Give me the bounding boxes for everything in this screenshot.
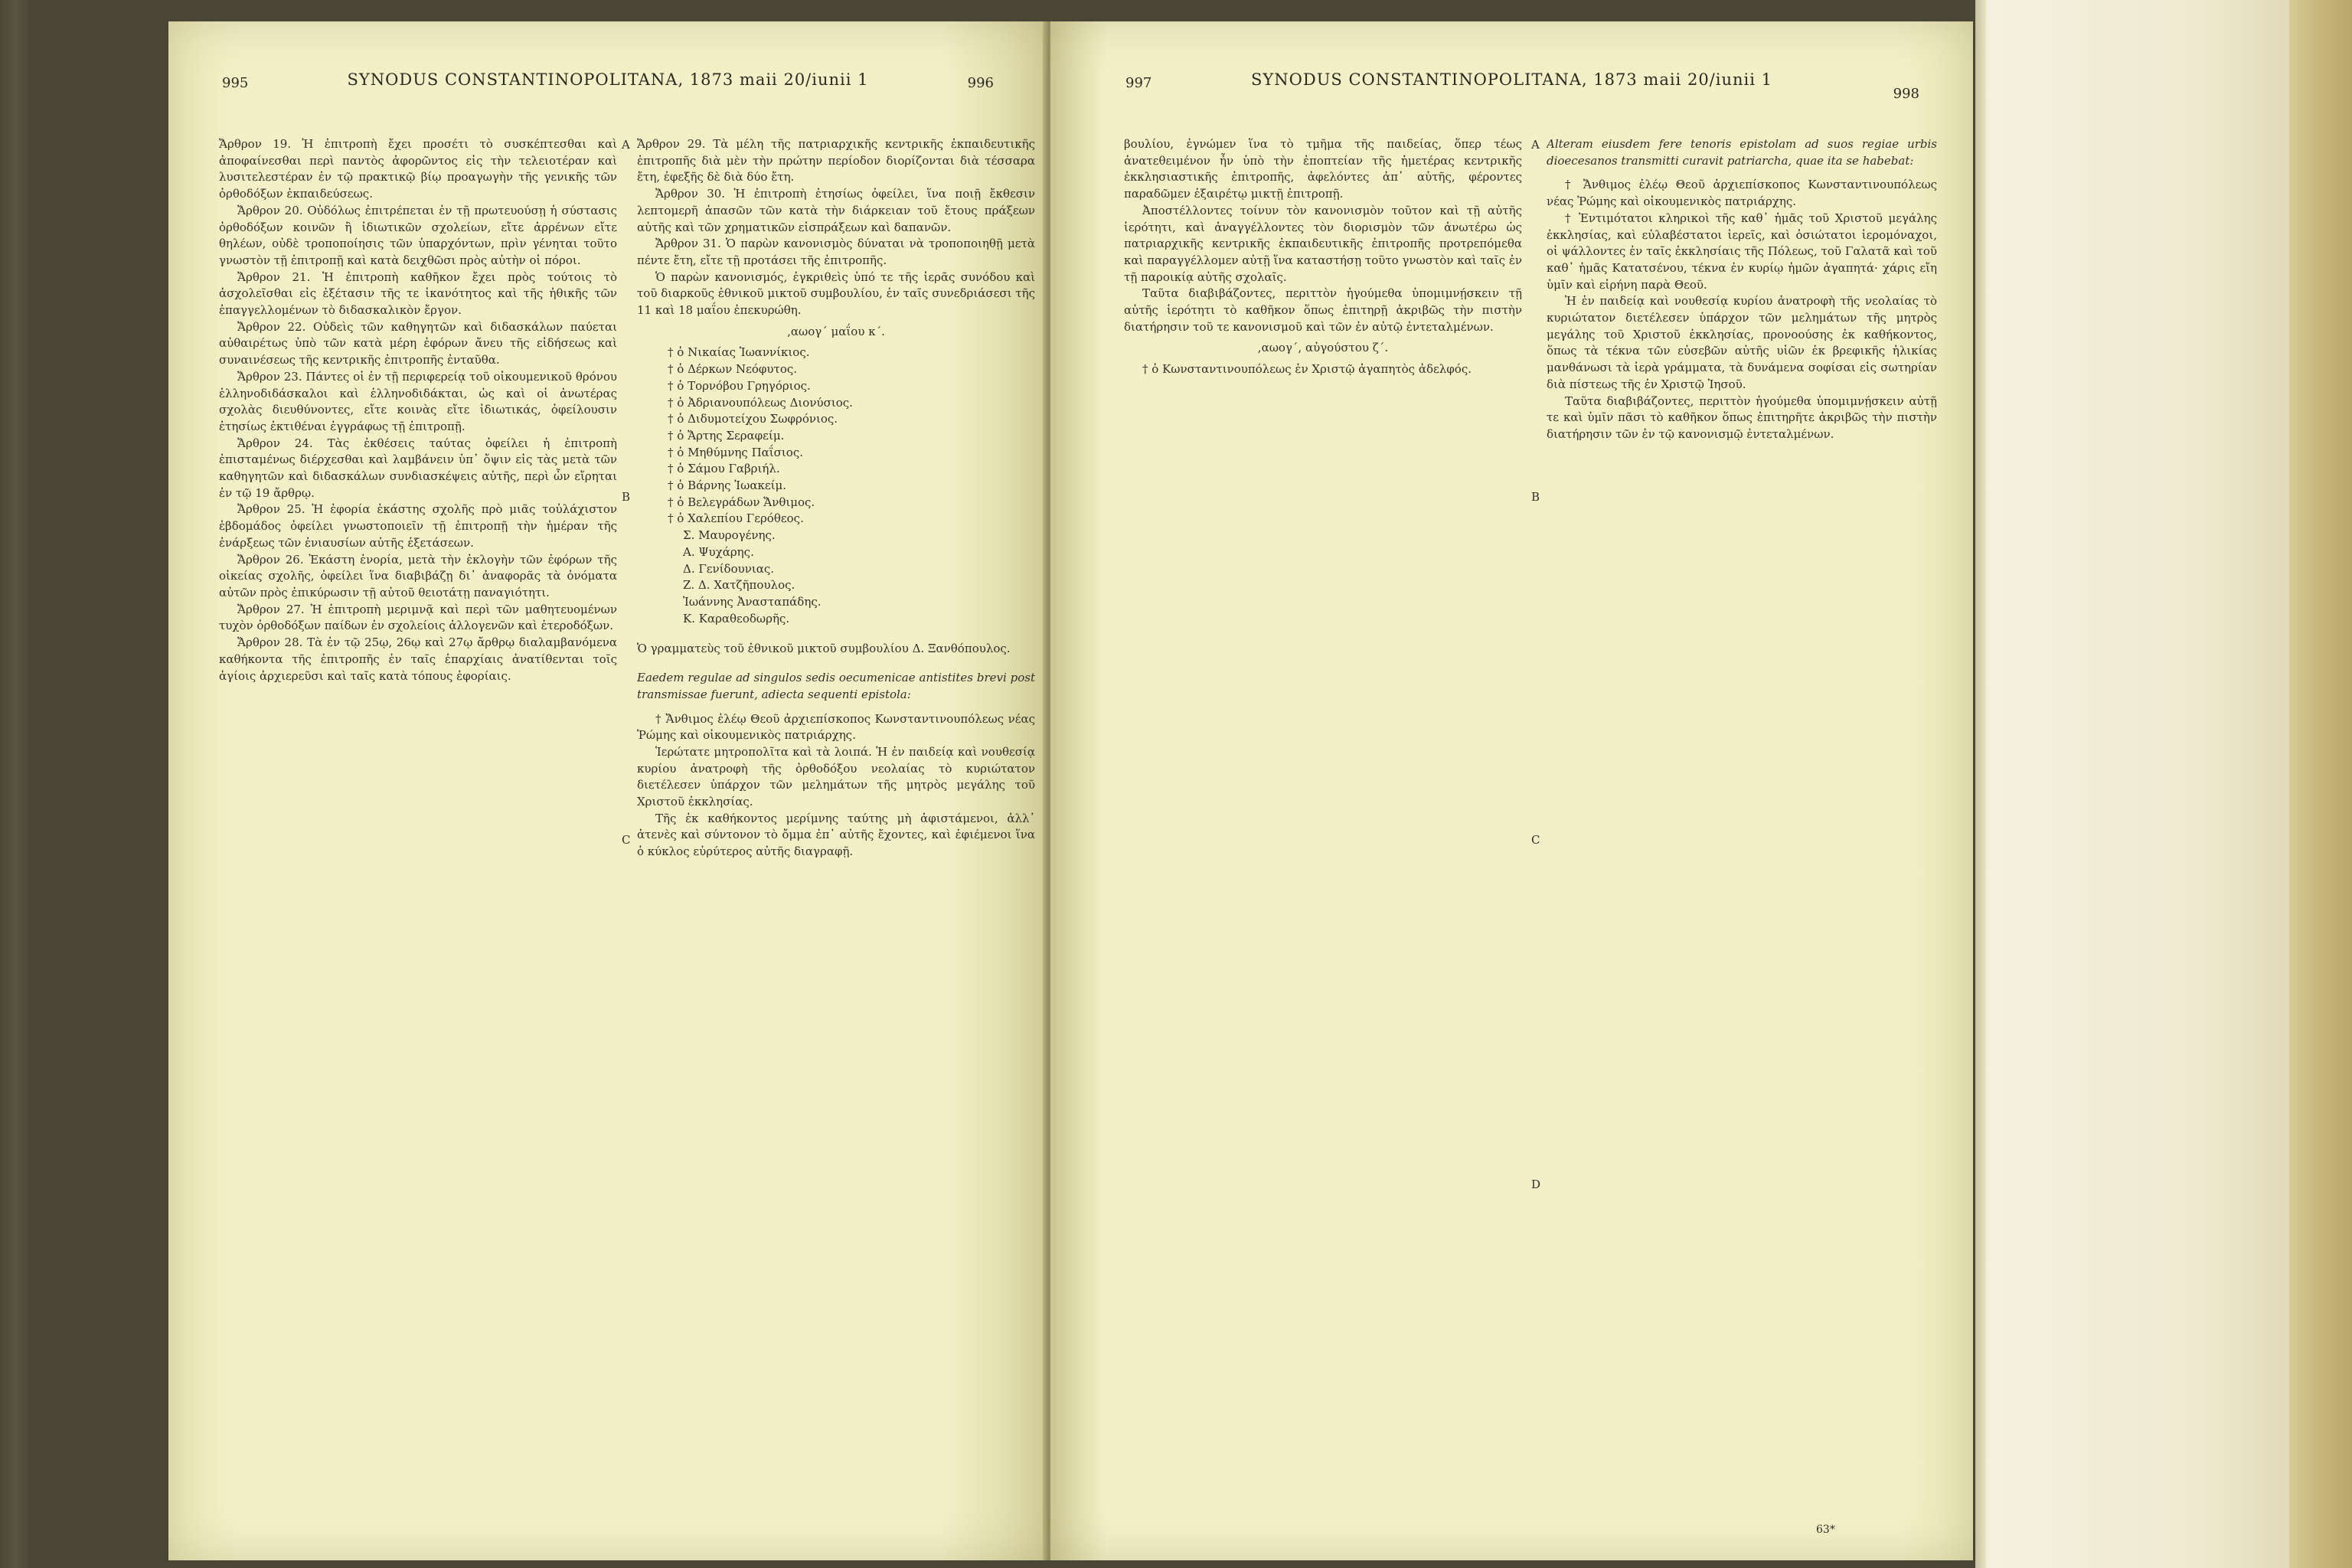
- margin-letter-b: B: [622, 490, 631, 504]
- article-21: Ἄρθρον 21. Ἡ ἐπιτροπὴ καθῆκον ἔχει πρὸς τούτοις τὸ ἀσχολεῖσθαι εἰς ἐξέτασιν τῆς τε ἱκανότητος καὶ τῆς ἠθικῆς τῶν ἐπαγγελλομένων τὸ διδασκαλικὸν ἔργον.: [219, 270, 617, 318]
- epistle-heading: † Ἄνθιμος ἐλέῳ Θεοῦ ἀρχιεπίσκοπος Κωνσταντινουπόλεως νέας Ῥώμης καὶ οἰκουμενικὸς πατριάρχης.: [1547, 178, 1937, 209]
- left-page: [168, 21, 1047, 1560]
- article-26: Ἄρθρον 26. Ἑκάστη ἐνορία, μετὰ τὴν ἐκλογὴν τῶν ἐφόρων τῆς οἰκείας σχολῆς, ὀφείλει ἵνα διαβιβάζῃ δι᾽ ἀναφορᾶς τὰ ὀνόματα αὐτῶν πρὸς ἐπικύρωσιν τῇ αὐτοῦ θειοτάτῃ παναγιότητι.: [219, 552, 617, 599]
- right-column-1: [1124, 136, 1522, 1537]
- article-23: Ἄρθρον 23. Πάντες οἱ ἐν τῇ περιφερείᾳ τοῦ οἰκουμενικοῦ θρόνου ἑλληνοδιδάσκαλοι καὶ ἑλληνοδιδάκται, ὡς καὶ οἱ ἀνωτέρας σχολὰς διευθύνοντες, εἴτε κοινὰς εἴτε ἰδιωτικάς, ὀφείλουσιν ἐτησίως ἐκτιθέναι ἐγγράφως τῇ ἐπιτροπῇ.: [219, 369, 617, 433]
- margin-letter-c: C: [1531, 833, 1540, 847]
- page-number-998: 998: [1893, 86, 1919, 102]
- lay-signature: Σ. Μαυρογένης.: [683, 528, 776, 543]
- article-29: Ἄρθρον 29. Τὰ μέλη τῆς πατριαρχικῆς κεντρικῆς ἐκπαιδευτικῆς ἐπιτροπῆς διὰ μὲν τὴν πρώτην περίοδον διορίζονται διὰ τέσσαρα ἔτη, ἐφεξῆς δὲ διὰ δύο ἔτη.: [637, 137, 1035, 185]
- page-number-997: 997: [1125, 75, 1152, 91]
- right-page-header: [1050, 70, 1973, 101]
- epistle-body: Ἡ ἐν παιδείᾳ καὶ νουθεσίᾳ κυρίου ἀνατροφὴ τῆς νεολαίας τὸ κυριώτατον διετέλεσεν ὑπάρχον τῶν μελημάτων τῆς μητρὸς μεγάλης τοῦ Χριστοῦ ἐκκλησίας, προνοούσης ἐκ καθήκοντος, ὅπως τὰ τέκνα τῶν εὐσεβῶν αὐτῆς υἱῶν ἐκ βρεφικῆς ἡλικίας μανθάνωσι τὰ ἱερὰ γράμματα, τὰ δυνάμενα σοφίσαι εἰς σωτηρίαν διὰ πίστεως τῆς ἐν Χριστῷ Ἰησοῦ.: [1547, 294, 1937, 391]
- signature: † ὁ Σάμου Γαβριήλ.: [668, 462, 780, 476]
- left-column-1: [219, 136, 617, 1537]
- signature: † ὁ Διδυμοτείχου Σωφρόνιος.: [668, 412, 838, 426]
- article-19: Ἄρθρον 19. Ἡ ἐπιτροπὴ ἔχει προσέτι τὸ συσκέπτεσθαι καὶ ἀποφαίνεσθαι περὶ παντὸς ἀφορῶντος εἰς τὴν τελειοτέραν καὶ λυσιτελεστέραν ἐν τῷ πρακτικῷ βίῳ προαγωγὴν τῆς γενικῆς τῶν ὀρθοδόξων ἐκπαιδεύσεως.: [219, 137, 617, 201]
- page-number-996: 996: [967, 75, 994, 91]
- signatures-list: [637, 345, 1035, 627]
- article-24: Ἄρθρον 24. Τὰς ἐκθέσεις ταύτας ὀφείλει ἡ ἐπιτροπὴ ἐπισταμένως διέρχεσθαι καὶ λαμβάνειν ὑπ᾽ ὄψιν εἰς τὰς μετὰ τῶν καθηγητῶν καὶ διδασκάλων συνδιασκέψεις αὐτῆς, περὶ ὧν εἴρηται ἐν τῷ 19 ἄρθρῳ.: [219, 436, 617, 500]
- epistle-body: Ταῦτα διαβιβάζοντες, περιττὸν ἡγούμεθα ὑπομιμνῄσκειν αὐτῇ τε καὶ ὑμῖν πᾶσι τὸ καθῆκον ὅπως ἐπιτηρῆτε ἀκριβῶς τὴν πιστὴν διατήρησιν τῶν ἐν τῷ κανονισμῷ ἐντεταλμένων.: [1547, 394, 1937, 441]
- secretary-signature: Ὁ γραμματεὺς τοῦ ἐθνικοῦ μικτοῦ συμβουλίου Δ. Ξανθόπουλος.: [637, 642, 1011, 656]
- margin-letter-a: A: [1531, 138, 1540, 152]
- right-column-2: [1547, 136, 1937, 1537]
- signature: † ὁ Ἄρτης Σεραφείμ.: [668, 428, 785, 443]
- epistle-continued: βουλίου, ἐγνώμεν ἵνα τὸ τμῆμα τῆς παιδείας, ὅπερ τέως ἀνατεθειμένον ἦν ὑπὸ τὴν ἐποπτείαν τῆς ἡμετέρας κεντρικῆς ἐκκλησιαστικῆς ἐπιτροπῆς, ἀφελόντες ἀπ᾽ αὐτῆς, φέροντες παραδῶμεν ἐξαιρέτῳ μικτῇ ἐπιτροπῇ.: [1124, 137, 1522, 201]
- signature: † ὁ Νικαίας Ἰωαννίκιος.: [668, 345, 810, 360]
- signature: † ὁ Χαλεπίου Γερόθεος.: [668, 511, 804, 526]
- book-cover-edge: [2289, 0, 2352, 1568]
- left-column-2: [637, 136, 1035, 1537]
- signature: † ὁ Δέρκων Νεόφυτος.: [668, 362, 798, 377]
- running-title: SYNODUS CONSTANTINOPOLITANA, 1873 maii 20/iunii 1: [347, 70, 869, 89]
- lay-signature: Ἰωάννης Ἀνασταπάδης.: [683, 594, 822, 609]
- epistle-body: Ἱερώτατε μητροπολῖτα καὶ τὰ λοιπά. Ἡ ἐν παιδείᾳ καὶ νουθεσίᾳ κυρίου ἀνατροφὴ τῆς ὀρθοδόξου νεολαίας τὸ κυριώτατον διετέλεσεν ὑπάρχον τῶν μελημάτων τῆς μητρὸς μεγάλης τοῦ Χριστοῦ ἐκκλησίας.: [637, 744, 1035, 809]
- signature-mark: 63*: [1816, 1524, 1835, 1536]
- epistle-body: Ταῦτα διαβιβάζοντες, περιττὸν ἡγούμεθα ὑπομιμνῄσκειν τῇ αὐτῆς ἱερότητι τὸ καθῆκον ὅπως ἐπιτηρῇ ἀκριβῶς τὴν πιστὴν διατήρησιν τοῦ τε κανονισμοῦ καὶ τῶν ἐν αὐτῷ ἐντεταλμένων.: [1124, 286, 1522, 334]
- date-line: ,αωογ΄ μαΐου κ΄.: [787, 324, 885, 338]
- epistle-body: Τῆς ἐκ καθήκοντος μερίμνης ταύτης μὴ ἀφιστάμενοι, ἀλλ᾽ ἀτενὲς καὶ σύντονον τὸ ὄμμα ἐπ᾽ αὐτῆς ἔχοντες, καὶ ἐφιέμενοι ἵνα ὁ κύκλος εὐρύτερος αὐτῆς διαγραφῇ.: [637, 811, 1035, 859]
- epistle-heading: † Ἄνθιμος ἐλέῳ Θεοῦ ἀρχιεπίσκοπος Κωνσταντινουπόλεως νέας Ῥώμης καὶ οἰκουμενικὸς πατριάρχης.: [637, 711, 1035, 743]
- endpaper-edge: [1975, 0, 1986, 1568]
- lay-signature: Ζ. Δ. Χατζῆπουλος.: [683, 578, 795, 593]
- epistle-body: † Ἐντιμότατοι κληρικοὶ τῆς καθ᾽ ἡμᾶς τοῦ Χριστοῦ μεγάλης ἐκκλησίας, καὶ εὐλαβέστατοι ἱερεῖς, καὶ ὁσιώτατοι ἱερομόναχοι, οἱ ψάλλοντες ἐν ταῖς ἐκκλησίαις τῆς Πόλεως, τοῦ Γαλατᾶ καὶ τοῦ καθ᾽ ἡμᾶς Κατατσένου, τέκνα ἐν κυρίῳ ἡμῶν ἀγαπητά· χάρις εἴη ὑμῖν καὶ εἰρήνη παρὰ Θεοῦ.: [1547, 211, 1937, 292]
- article-25: Ἄρθρον 25. Ἡ ἐφορία ἑκάστης σχολῆς πρὸ μιᾶς τοὐλάχιστον ἑβδομάδος ὀφείλει γνωστοποιεῖν τῇ ἐπιτροπῇ τὴν ἡμέραν τῆς ἐνάρξεως τῶν ἐνιαυσίων αὐτῆς ἐξετάσεων.: [219, 502, 617, 550]
- epistle-body: Ἀποστέλλοντες τοίνυν τὸν κανονισμὸν τοῦτον καὶ τῇ αὐτῆς ἱερότητι, καὶ ἀναγγέλλοντες τὸν διορισμὸν τῶν ἀνωτέρω ὡς πατριαρχικῆς κεντρικῆς ἐκπαιδευτικῆς ἐπιτροπῆς προτρεπόμεθα καὶ παραγγέλλομεν αὐτῇ ἵνα καταστήσῃ τοῦτο γνωστὸν καὶ ταῖς ἐν τῇ παροικίᾳ αὐτῆς σχολαῖς.: [1124, 203, 1522, 284]
- signature: † ὁ Ἀδριανουπόλεως Διονύσιος.: [668, 395, 853, 410]
- right-page: [1050, 21, 1973, 1560]
- article-27: Ἄρθρον 27. Ἡ ἐπιτροπὴ μεριμνᾷ καὶ περὶ τῶν μαθητευομένων τυχὸν ὀρθοδόξων παίδων ἐν σχολείοις ἀλλογενῶν καὶ ἑτεροδόξων.: [219, 602, 617, 633]
- lay-signature: Κ. Καραθεοδωρῆς.: [683, 611, 790, 626]
- date-line: ,αωογ΄, αὐγούστου ζ΄.: [1257, 341, 1389, 355]
- margin-letter-d: D: [1531, 1178, 1541, 1191]
- signature: † ὁ Βελεγράδων Ἄνθιμος.: [668, 495, 815, 509]
- page-number-995: 995: [222, 75, 249, 91]
- article-20: Ἄρθρον 20. Οὐδόλως ἐπιτρέπεται ἐν τῇ πρωτευούσῃ ἡ σύστασις ὀρθοδόξων κοινῶν ἢ ἰδιωτικῶν σχολείων, εἴτε ἀρρένων εἴτε θηλέων, οὐδὲ τροποποίησις τῶν ὑπαρχόντων, πρὶν γένηται τοῦτο γνωστὸν τῇ ἐπιτροπῇ καὶ κατὰ δειχθῶσι πρὸς αὐτὴν οἱ πόροι.: [219, 203, 617, 267]
- latin-note: Alteram eiusdem fere tenoris epistolam ad suos regiae urbis dioecesanos transmitti curavit patriarcha, quae ita se habebat:: [1547, 137, 1937, 168]
- margin-letter-b: B: [1531, 490, 1540, 504]
- latin-note: Eaedem regulae ad singulos sedis oecumenicae antistites brevi post transmissae fuerunt, adiecta sequenti epistola:: [637, 671, 1035, 701]
- running-title: SYNODUS CONSTANTINOPOLITANA, 1873 maii 20/iunii 1: [1251, 70, 1772, 89]
- article-30: Ἄρθρον 30. Ἡ ἐπιτροπὴ ἐτησίως ὀφείλει, ἵνα ποιῇ ἔκθεσιν λεπτομερῆ ἁπασῶν τῶν κατὰ τὴν διάρκειαν τοῦ ἔτους πράξεων αὐτῆς καὶ τῶν χρηματικῶν εἰσπράξεων καὶ δαπανῶν.: [637, 187, 1035, 234]
- article-28: Ἄρθρον 28. Τὰ ἐν τῷ 25ῳ, 26ῳ καὶ 27ῳ ἄρθρῳ διαλαμβανόμενα καθήκοντα τῆς ἐπιτροπῆς ἐν ταῖς ἐπαρχίαις ἀνατίθενται τοῖς ἁγίοις ἀρχιερεῦσι καὶ ταῖς κατὰ τόπους ἐφορίαις.: [219, 635, 617, 683]
- lay-signature: Δ. Γενίδουνιας.: [683, 561, 775, 576]
- margin-letter-a: A: [622, 138, 630, 152]
- signature: † ὁ Τορνόβου Γρηγόριος.: [668, 378, 811, 393]
- left-page-header: [168, 70, 1047, 101]
- lay-signature: Α. Ψυχάρης.: [683, 544, 754, 559]
- signature: † ὁ Βάρνης Ἰωακείμ.: [668, 479, 787, 493]
- article-31: Ἄρθρον 31. Ὁ παρὼν κανονισμὸς δύναται νὰ τροποποιηθῇ μετὰ πέντε ἔτη, εἴτε τῇ προτάσει τῆς ἐπιτροπῆς.: [637, 237, 1035, 267]
- ratification: Ὁ παρὼν κανονισμός, ἐγκριθεὶς ὑπό τε τῆς ἱερᾶς συνόδου καὶ τοῦ διαρκοῦς ἐθνικοῦ μικτοῦ συμβουλίου, ἐν ταῖς συνεδριάσεσι τῆς 11 καὶ 18 μαΐου ἐπεκυρώθη.: [637, 270, 1035, 318]
- article-22: Ἄρθρον 22. Οὐδεὶς τῶν καθηγητῶν καὶ διδασκάλων παύεται αὐθαιρέτως ὑπὸ τῶν κατὰ μέρη ἐφόρων ἄνευ τῆς εἰδήσεως καὶ συναινέσεως τῆς κεντρικῆς ἐπιτροπῆς ἐνταῦθα.: [219, 319, 617, 368]
- margin-letter-c: C: [622, 833, 631, 847]
- patriarch-signoff: † ὁ Κωνσταντινουπόλεως ἐν Χριστῷ ἀγαπητὸς ἀδελφός.: [1142, 362, 1472, 377]
- signature: † ὁ Μηθύμνης Παΐσιος.: [668, 445, 803, 459]
